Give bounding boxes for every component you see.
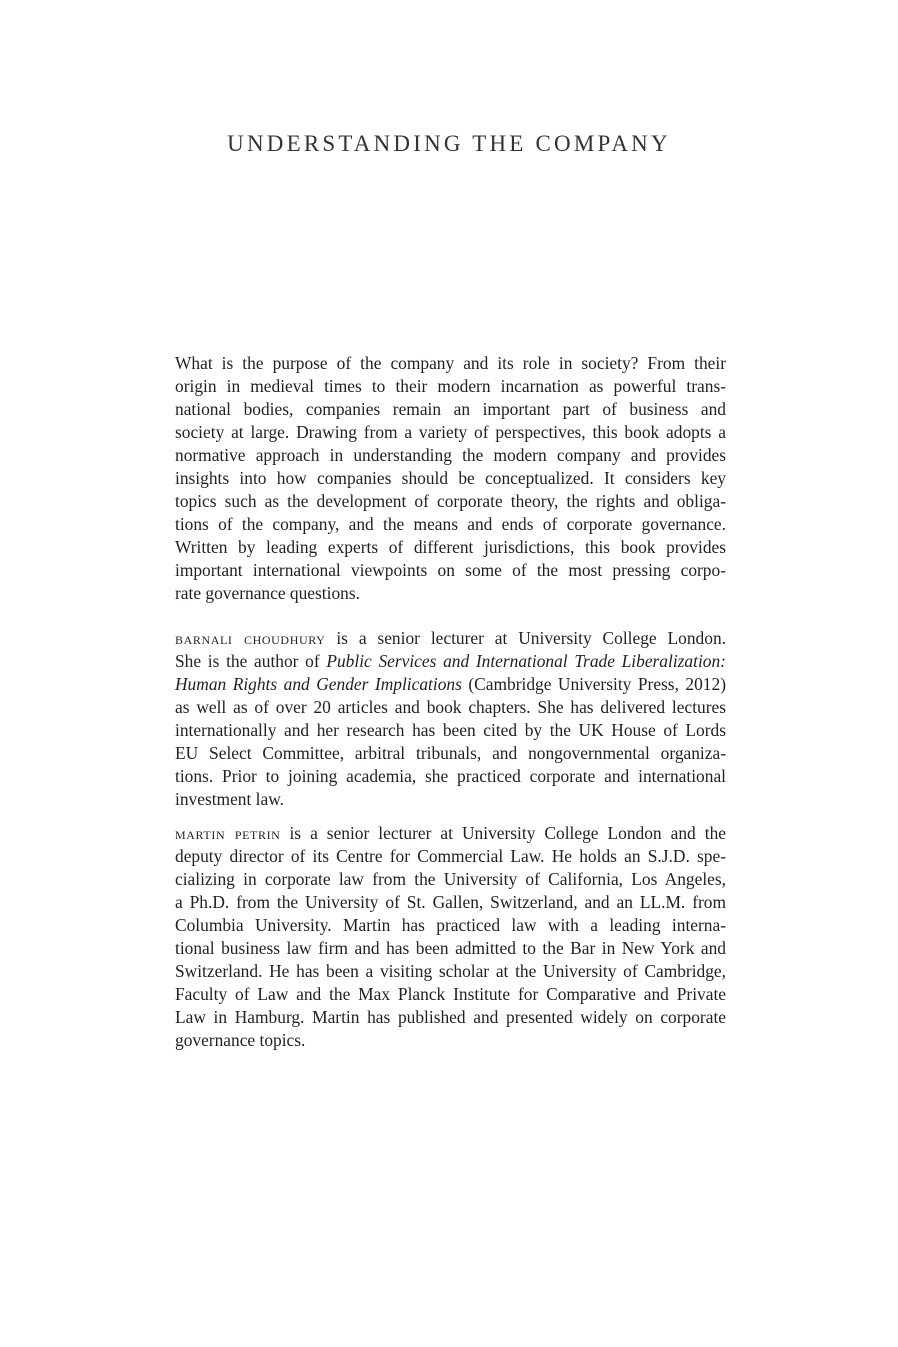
text-segment: is a senior lecturer at University College London. [325, 628, 726, 648]
text-line [175, 582, 726, 605]
text-segment: important international viewpoints on some of the most pressing corpo- [175, 560, 726, 580]
text-segment: Columbia University. Martin has practiced law with a leading interna- [175, 915, 726, 935]
book-description [175, 352, 726, 605]
text-segment: tions of the company, and the means and ends of corporate governance. [175, 514, 726, 534]
text-line [175, 1006, 726, 1029]
text-line [175, 650, 726, 673]
text-segment: society at large. Drawing from a variety of perspectives, this book adopts a [175, 422, 726, 442]
text-segment: as well as of over 20 articles and book chapters. She has delivered lectures [175, 697, 726, 717]
text-line [175, 719, 726, 742]
text-line [175, 375, 726, 398]
text-segment: normative approach in understanding the modern company and provides [175, 445, 726, 465]
text-segment: Written by leading experts of different jurisdictions, this book provides [175, 537, 726, 557]
text-line [175, 868, 726, 891]
text-line [175, 822, 726, 845]
text-segment: origin in medieval times to their modern incarnation as powerful trans- [175, 376, 726, 396]
text-line [175, 1029, 726, 1052]
text-segment: Faculty of Law and the Max Planck Institute for Comparative and Private [175, 984, 726, 1004]
text-segment: Switzerland. He has been a visiting scholar at the University of Cambridge, [175, 961, 726, 981]
text-line [175, 421, 726, 444]
text-line [175, 960, 726, 983]
book-title-italic: Human Rights and Gender Implications [175, 674, 462, 694]
text-line [175, 983, 726, 1006]
text-segment: internationally and her research has been cited by the UK House of Lords [175, 720, 726, 740]
text-line [175, 914, 726, 937]
text-segment: cializing in corporate law from the University of California, Los Angeles, [175, 869, 726, 889]
text-line [175, 788, 726, 811]
text-line [175, 398, 726, 421]
text-line [175, 513, 726, 536]
author-bio-petrin [175, 822, 726, 1052]
text-line [175, 559, 726, 582]
text-segment: EU Select Committee, arbitral tribunals, and nongovernmental organiza- [175, 743, 726, 763]
text-segment: governance topics. [175, 1030, 306, 1050]
book-title: UNDERSTANDING THE COMPANY [227, 131, 671, 156]
text-line [175, 444, 726, 467]
text-line [175, 891, 726, 914]
text-segment: (Cambridge University Press, 2012) [461, 674, 726, 694]
text-line [175, 490, 726, 513]
text-segment: Law in Hamburg. Martin has published and presented widely on corporate [175, 1007, 726, 1027]
text-segment: deputy director of its Centre for Commercial Law. He holds an S.J.D. spe- [175, 846, 726, 866]
author-name: barnali choudhury [175, 628, 326, 648]
text-segment: insights into how companies should be conceptualized. It considers key [175, 468, 726, 488]
text-line [175, 352, 726, 375]
text-line [175, 536, 726, 559]
text-segment: tional business law firm and has been admitted to the Bar in New York and [175, 938, 726, 958]
text-line [175, 937, 726, 960]
text-line [175, 696, 726, 719]
text-segment: a Ph.D. from the University of St. Gallen, Switzerland, and an LL.M. from [175, 892, 726, 912]
author-bio-choudhury [175, 627, 726, 811]
text-segment: is a senior lecturer at University College London and the [280, 823, 727, 843]
text-segment: She is the author of [175, 651, 327, 671]
text-line [175, 673, 726, 696]
text-segment: tions. Prior to joining academia, she practiced corporate and international [175, 766, 726, 786]
text-segment: What is the purpose of the company and its role in society? From their [175, 353, 726, 373]
text-segment: national bodies, companies remain an important part of business and [175, 399, 726, 419]
text-line [175, 742, 726, 765]
book-title-italic: Public Services and International Trade Liberalization: [326, 651, 726, 671]
author-name: martin petrin [175, 823, 281, 843]
text-segment: topics such as the development of corporate theory, the rights and obliga- [175, 491, 726, 511]
text-line [175, 845, 726, 868]
text-line [175, 467, 726, 490]
text-segment: rate governance questions. [175, 583, 360, 603]
text-line [175, 765, 726, 788]
text-line [175, 627, 726, 650]
text-segment: investment law. [175, 789, 284, 809]
